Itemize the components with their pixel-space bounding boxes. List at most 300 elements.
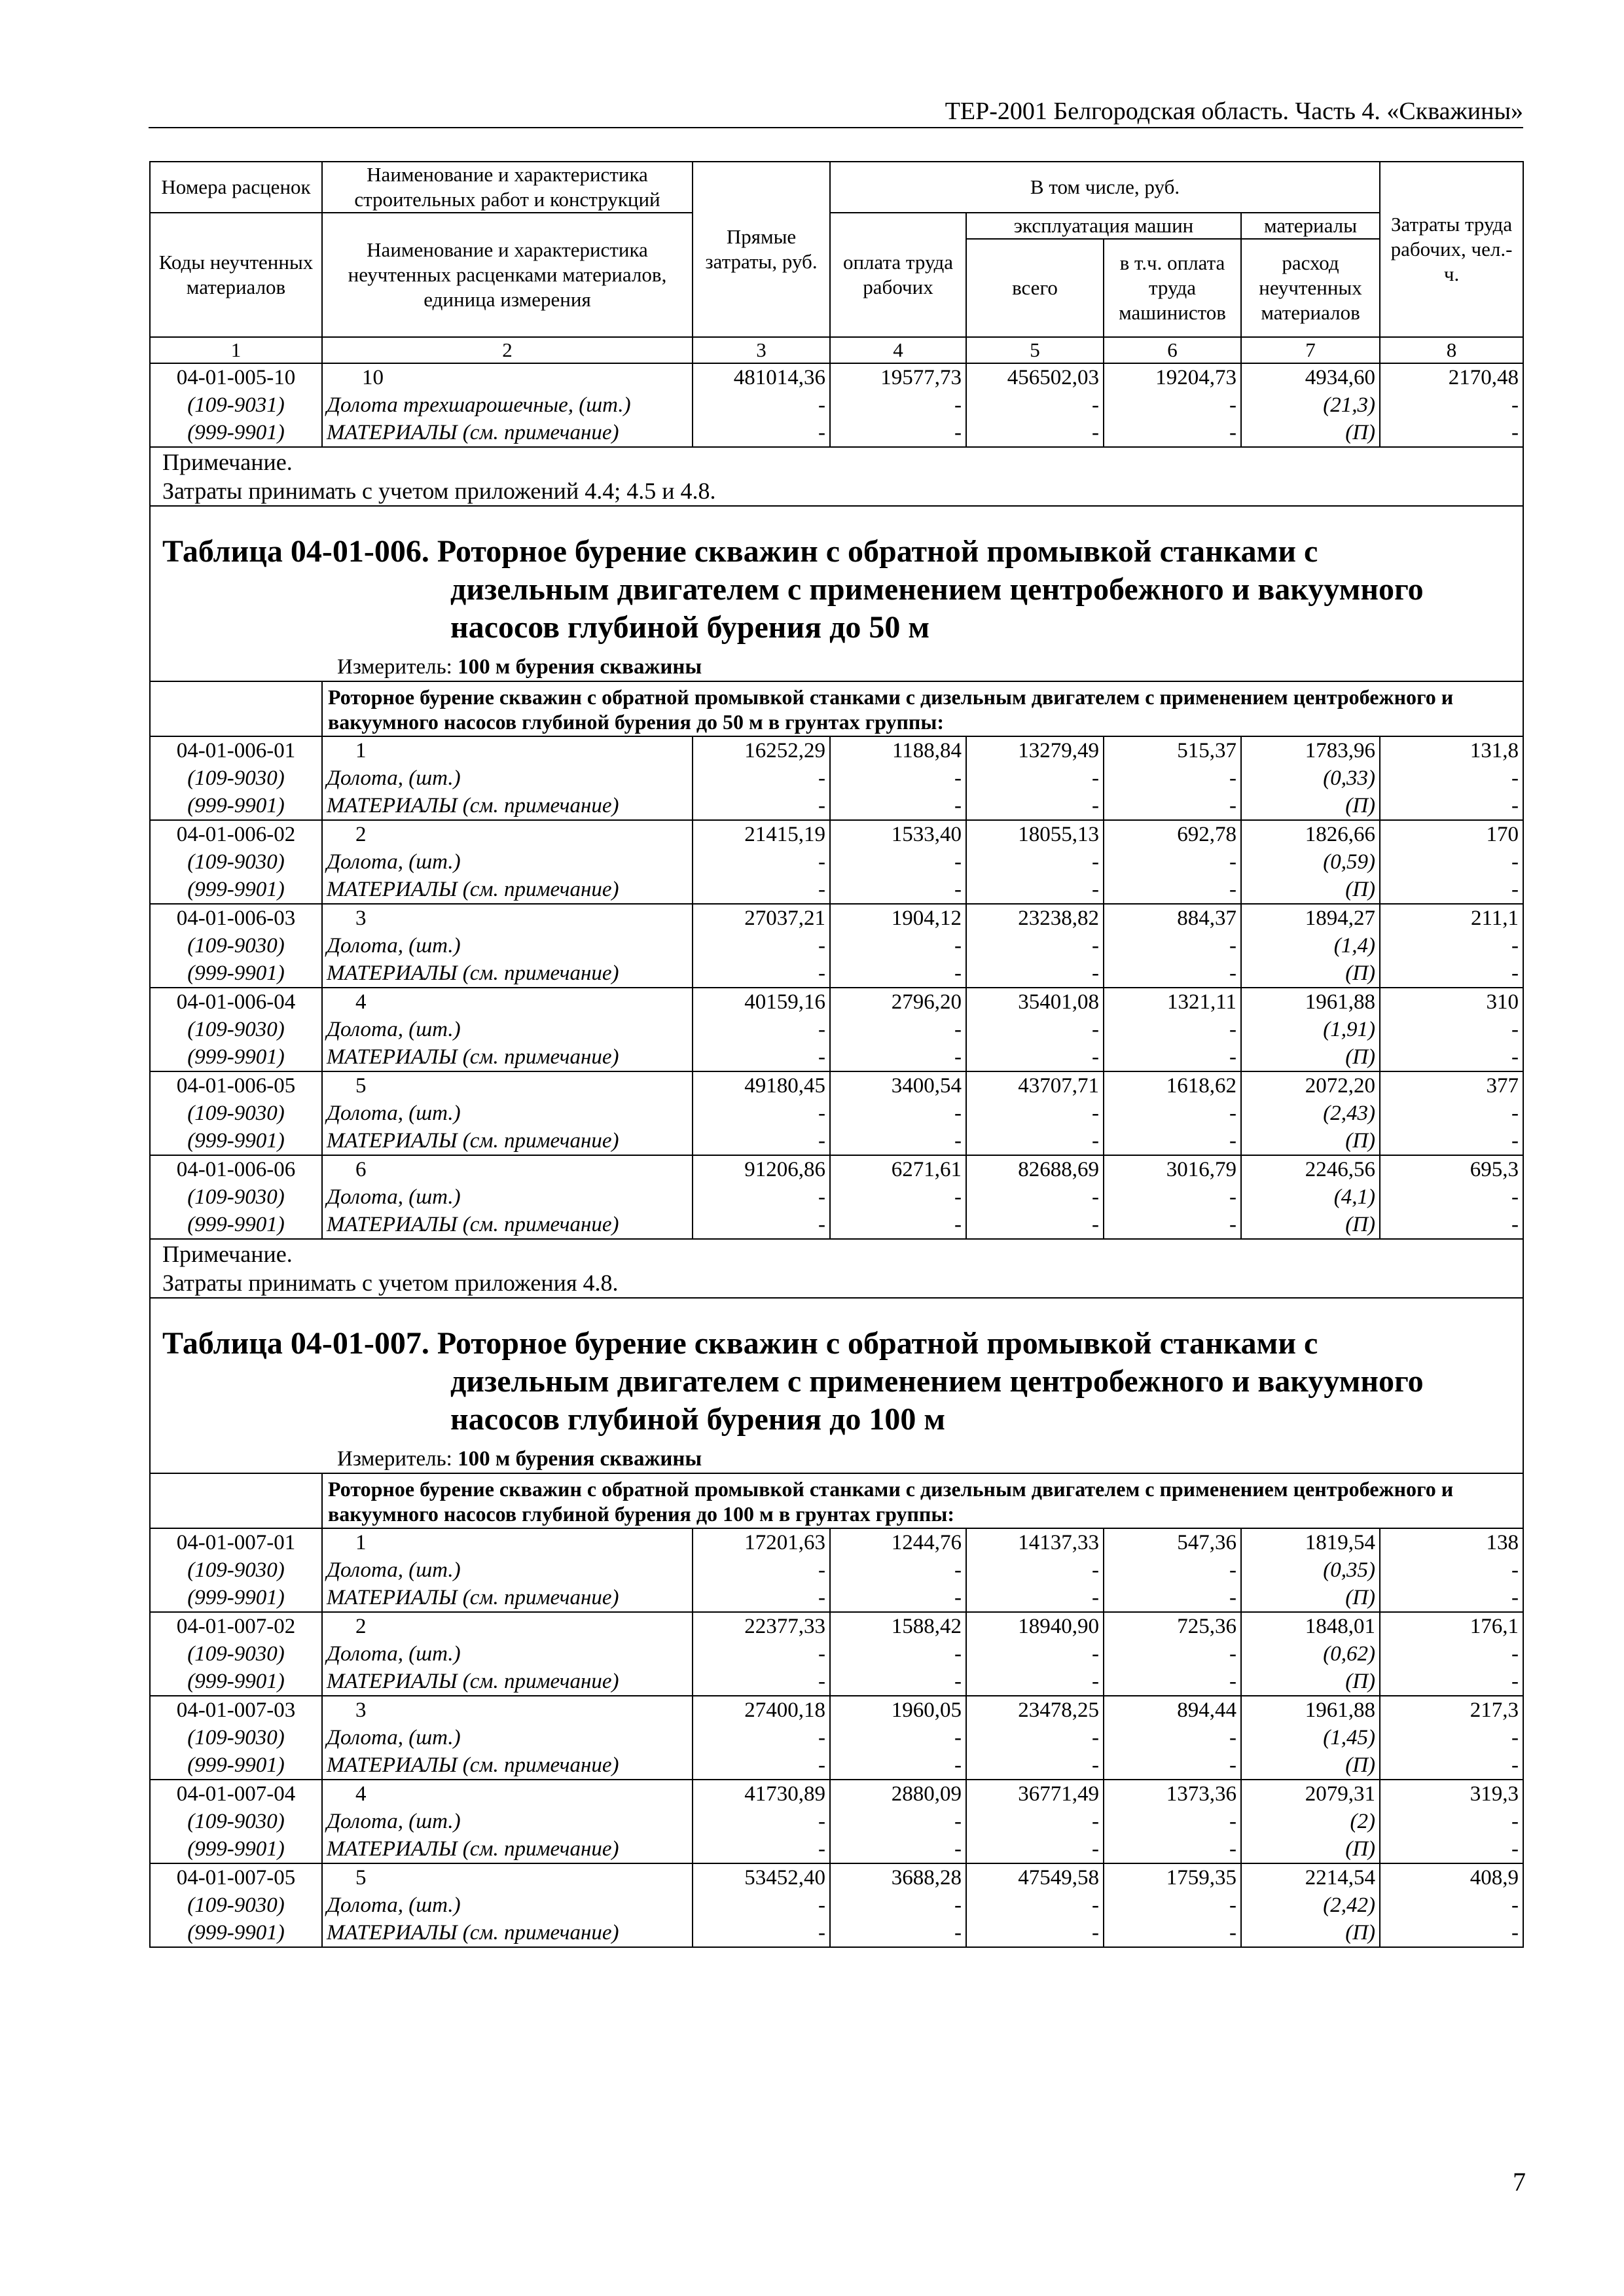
dash: - (693, 1556, 830, 1584)
operator-pay: 19204,73 (1104, 363, 1241, 391)
table-row (150, 848, 1523, 876)
material-name: МАТЕРИАЛЫ (см. примечание) (322, 1043, 693, 1071)
dash: - (830, 1043, 966, 1071)
material-code: (109-9030) (150, 764, 322, 792)
table-row (150, 1016, 1523, 1043)
dash: - (1104, 1724, 1241, 1751)
table-row (150, 1155, 1523, 1183)
dash: - (966, 1892, 1104, 1919)
dash: - (693, 1919, 830, 1947)
material-qty: (П) (1241, 1835, 1380, 1863)
material-code: (999-9901) (150, 876, 322, 904)
dash: - (693, 1043, 830, 1071)
table-title (150, 506, 1523, 653)
dash: - (1380, 419, 1523, 447)
dash: - (1380, 1751, 1523, 1780)
machines-total: 23238,82 (966, 904, 1104, 932)
dash: - (1380, 1668, 1523, 1696)
worker-pay: 1588,42 (830, 1612, 966, 1640)
table-row (150, 1640, 1523, 1668)
dash: - (1104, 419, 1241, 447)
dash: - (830, 848, 966, 876)
table-title-line: дизельным двигателем с применением центробежного и вакуумного (450, 1364, 1424, 1399)
dash: - (830, 1584, 966, 1612)
labor-hours: 695,3 (1380, 1155, 1523, 1183)
dash: - (1104, 1751, 1241, 1780)
measure-label: Измеритель: (337, 1447, 458, 1471)
rate-name: 3 (322, 1696, 693, 1724)
material-name: Долота, (шт.) (322, 1808, 693, 1835)
dash: - (1380, 960, 1523, 988)
col-materials-header: материалы (1241, 213, 1380, 239)
dash: - (1104, 876, 1241, 904)
rate-name: 4 (322, 988, 693, 1016)
dash: - (830, 1808, 966, 1835)
material-qty: (0,35) (1241, 1556, 1380, 1584)
col-number: 4 (830, 337, 966, 363)
rate-code: 04-01-006-02 (150, 820, 322, 848)
measure-label: Измеритель: (337, 655, 458, 679)
operator-pay: 1373,36 (1104, 1780, 1241, 1808)
machines-total: 43707,71 (966, 1071, 1104, 1100)
measure-row (150, 1445, 1523, 1473)
material-qty: (4,1) (1241, 1183, 1380, 1211)
dash: - (966, 1183, 1104, 1211)
materials: 2214,54 (1241, 1863, 1380, 1892)
material-qty: (П) (1241, 1584, 1380, 1612)
operator-pay: 1618,62 (1104, 1071, 1241, 1100)
operator-pay: 884,37 (1104, 904, 1241, 932)
materials: 1961,88 (1241, 1696, 1380, 1724)
table-row (150, 1892, 1523, 1919)
material-qty: (П) (1241, 1751, 1380, 1780)
dash: - (693, 1127, 830, 1155)
material-qty: (П) (1241, 419, 1380, 447)
header-title: ТЕР-2001 Белгородская область. Часть 4. «Скважины» (945, 98, 1523, 125)
dash: - (1380, 1584, 1523, 1612)
materials: 4934,60 (1241, 363, 1380, 391)
table-row (150, 1612, 1523, 1640)
table-row (150, 1863, 1523, 1892)
col-labor-header: Затраты труда рабочих, чел.-ч. (1380, 162, 1523, 337)
dash: - (1380, 1556, 1523, 1584)
col-number: 7 (1241, 337, 1380, 363)
dash: - (830, 1556, 966, 1584)
material-name: Долота, (шт.) (322, 1556, 693, 1584)
dash: - (966, 1808, 1104, 1835)
dash: - (693, 764, 830, 792)
dash: - (693, 1100, 830, 1127)
dash: - (830, 1724, 966, 1751)
dash: - (830, 876, 966, 904)
table-row (150, 1556, 1523, 1584)
table-title-line: дизельным двигателем с применением центробежного и вакуумного (450, 572, 1424, 607)
table-row (150, 932, 1523, 960)
rate-name: 1 (322, 736, 693, 764)
material-code: (109-9030) (150, 848, 322, 876)
material-code: (999-9901) (150, 1043, 322, 1071)
material-name: МАТЕРИАЛЫ (см. примечание) (322, 419, 693, 447)
materials: 1819,54 (1241, 1528, 1380, 1556)
col-worker-pay-header: оплата труда рабочих (830, 213, 966, 337)
column-numbers-row (150, 337, 1523, 363)
material-qty: (П) (1241, 1211, 1380, 1239)
note-label: Примечание. (162, 1241, 293, 1267)
material-code: (109-9030) (150, 1808, 322, 1835)
dash: - (1380, 848, 1523, 876)
table-row (150, 736, 1523, 764)
materials: 2072,20 (1241, 1071, 1380, 1100)
dash: - (1380, 1100, 1523, 1127)
dash: - (1380, 1127, 1523, 1155)
material-qty: (2,43) (1241, 1100, 1380, 1127)
dash: - (830, 391, 966, 419)
material-name: Долота трехшарошечные, (шт.) (322, 391, 693, 419)
dash: - (966, 1016, 1104, 1043)
dash: - (966, 764, 1104, 792)
table-row (150, 1528, 1523, 1556)
dash: - (966, 419, 1104, 447)
rate-code: 04-01-006-01 (150, 736, 322, 764)
operator-pay: 1321,11 (1104, 988, 1241, 1016)
dash: - (1104, 1584, 1241, 1612)
material-name: МАТЕРИАЛЫ (см. примечание) (322, 1668, 693, 1696)
worker-pay: 2796,20 (830, 988, 966, 1016)
machines-total: 82688,69 (966, 1155, 1104, 1183)
section-row (150, 1473, 1523, 1528)
table-row (150, 1808, 1523, 1835)
rate-name: 1 (322, 1528, 693, 1556)
dash: - (1104, 1668, 1241, 1696)
table-title-line: Таблица 04-01-007. Роторное бурение скважин с обратной промывкой станками с (162, 1326, 1318, 1361)
dash: - (1104, 932, 1241, 960)
direct-costs: 53452,40 (693, 1863, 830, 1892)
material-code: (999-9901) (150, 1919, 322, 1947)
dash: - (966, 1751, 1104, 1780)
note-label: Примечание. (162, 449, 293, 475)
worker-pay: 3400,54 (830, 1071, 966, 1100)
section-heading: Роторное бурение скважин с обратной промывкой станками с дизельным двигателем с применением центробежного и вакуумного насосов глубиной бурения до 100 м в грунтах группы: (322, 1473, 1523, 1528)
col-including-header: В том числе, руб. (830, 162, 1380, 213)
rates-table (149, 161, 1524, 1948)
material-qty: (21,3) (1241, 391, 1380, 419)
table-row (150, 1780, 1523, 1808)
materials: 1826,66 (1241, 820, 1380, 848)
dash: - (966, 1043, 1104, 1071)
rate-name: 2 (322, 820, 693, 848)
material-qty: (1,91) (1241, 1016, 1380, 1043)
material-code: (999-9901) (150, 1835, 322, 1863)
material-name: Долота, (шт.) (322, 848, 693, 876)
dash: - (830, 792, 966, 820)
rate-name: 2 (322, 1612, 693, 1640)
dash: - (830, 1640, 966, 1668)
col-number: 6 (1104, 337, 1241, 363)
worker-pay: 1904,12 (830, 904, 966, 932)
material-code: (109-9030) (150, 1100, 322, 1127)
labor-hours: 131,8 (1380, 736, 1523, 764)
direct-costs: 91206,86 (693, 1155, 830, 1183)
dash: - (966, 932, 1104, 960)
material-name: Долота, (шт.) (322, 1016, 693, 1043)
material-code: (109-9030) (150, 1016, 322, 1043)
material-name: МАТЕРИАЛЫ (см. примечание) (322, 960, 693, 988)
dash: - (1104, 1100, 1241, 1127)
table-row (150, 1724, 1523, 1751)
direct-costs: 40159,16 (693, 988, 830, 1016)
table-row (150, 988, 1523, 1016)
worker-pay: 6271,61 (830, 1155, 966, 1183)
col-number: 2 (322, 337, 693, 363)
page-number: 7 (1513, 2167, 1526, 2197)
measure-value: 100 м бурения скважины (458, 655, 702, 679)
table-row (150, 1751, 1523, 1780)
direct-costs: 27400,18 (693, 1696, 830, 1724)
material-name: МАТЕРИАЛЫ (см. примечание) (322, 1211, 693, 1239)
dash: - (966, 792, 1104, 820)
worker-pay: 1244,76 (830, 1528, 966, 1556)
rate-name: 3 (322, 904, 693, 932)
dash: - (966, 1211, 1104, 1239)
table-row (150, 1043, 1523, 1071)
dash: - (1104, 1556, 1241, 1584)
table-row (150, 1696, 1523, 1724)
col-material-codes-header: Коды неучтенных материалов (150, 213, 322, 337)
measure-value: 100 м бурения скважины (458, 1447, 702, 1471)
dash: - (693, 848, 830, 876)
col-machines-header: эксплуатация машин (966, 213, 1241, 239)
dash: - (830, 1751, 966, 1780)
dash: - (1104, 1183, 1241, 1211)
material-name: МАТЕРИАЛЫ (см. примечание) (322, 792, 693, 820)
measure-row (150, 653, 1523, 681)
col-number: 8 (1380, 337, 1523, 363)
table-row (150, 1835, 1523, 1863)
material-qty: (П) (1241, 1668, 1380, 1696)
table-row (150, 904, 1523, 932)
operator-pay: 1759,35 (1104, 1863, 1241, 1892)
material-name: МАТЕРИАЛЫ (см. примечание) (322, 1751, 693, 1780)
note-text (150, 1239, 1523, 1298)
dash: - (966, 1724, 1104, 1751)
dash: - (966, 876, 1104, 904)
dash: - (1380, 932, 1523, 960)
material-code: (109-9031) (150, 391, 322, 419)
rate-code: 04-01-006-03 (150, 904, 322, 932)
material-code: (109-9030) (150, 1640, 322, 1668)
dash: - (1104, 764, 1241, 792)
note-body: Затраты принимать с учетом приложений 4.4; 4.5 и 4.8. (162, 478, 716, 504)
table-row (150, 1100, 1523, 1127)
dash: - (1104, 1127, 1241, 1155)
dash: - (1104, 1211, 1241, 1239)
dash: - (966, 1100, 1104, 1127)
dash: - (1104, 792, 1241, 820)
materials: 1961,88 (1241, 988, 1380, 1016)
dash: - (1380, 1016, 1523, 1043)
material-qty: (1,4) (1241, 932, 1380, 960)
col-number: 1 (150, 337, 322, 363)
col-number: 3 (693, 337, 830, 363)
dash: - (693, 1668, 830, 1696)
labor-hours: 2170,48 (1380, 363, 1523, 391)
dash: - (830, 1183, 966, 1211)
worker-pay: 1533,40 (830, 820, 966, 848)
worker-pay: 2880,09 (830, 1780, 966, 1808)
rate-name: 5 (322, 1071, 693, 1100)
dash: - (830, 1016, 966, 1043)
machines-total: 14137,33 (966, 1528, 1104, 1556)
rate-code: 04-01-006-05 (150, 1071, 322, 1100)
header-row-1 (150, 162, 1523, 213)
dash: - (830, 1211, 966, 1239)
dash: - (1380, 1892, 1523, 1919)
dash: - (693, 1892, 830, 1919)
material-code: (999-9901) (150, 1751, 322, 1780)
dash: - (1104, 1043, 1241, 1071)
table-row (150, 792, 1523, 820)
col-machines-total-header: всего (966, 239, 1104, 337)
direct-costs: 21415,19 (693, 820, 830, 848)
rate-code: 04-01-007-02 (150, 1612, 322, 1640)
dash: - (693, 932, 830, 960)
dash: - (830, 419, 966, 447)
note-text (150, 447, 1523, 506)
dash: - (693, 876, 830, 904)
material-code: (109-9030) (150, 1724, 322, 1751)
worker-pay: 19577,73 (830, 363, 966, 391)
operator-pay: 3016,79 (1104, 1155, 1241, 1183)
worker-pay: 1188,84 (830, 736, 966, 764)
direct-costs: 27037,21 (693, 904, 830, 932)
dash: - (1380, 876, 1523, 904)
material-qty: (П) (1241, 960, 1380, 988)
material-code: (999-9901) (150, 1127, 322, 1155)
material-name: Долота, (шт.) (322, 1640, 693, 1668)
operator-pay: 547,36 (1104, 1528, 1241, 1556)
dash: - (1104, 391, 1241, 419)
col-material-usage-header: расход неучтенных материалов (1241, 239, 1380, 337)
material-name: Долота, (шт.) (322, 1892, 693, 1919)
table-row (150, 1584, 1523, 1612)
material-code: (109-9030) (150, 1183, 322, 1211)
direct-costs: 49180,45 (693, 1071, 830, 1100)
table-row (150, 764, 1523, 792)
direct-costs: 22377,33 (693, 1612, 830, 1640)
dash: - (693, 1016, 830, 1043)
col-material-name-header: Наименование и характеристика неучтенных расценками материалов, единица измерения (322, 213, 693, 337)
table-row (150, 363, 1523, 391)
dash: - (830, 1892, 966, 1919)
machines-total: 35401,08 (966, 988, 1104, 1016)
dash: - (1380, 1183, 1523, 1211)
materials: 1894,27 (1241, 904, 1380, 932)
machines-total: 18940,90 (966, 1612, 1104, 1640)
material-name: МАТЕРИАЛЫ (см. примечание) (322, 1919, 693, 1947)
machines-total: 13279,49 (966, 736, 1104, 764)
table-row (150, 1183, 1523, 1211)
note (150, 1239, 1523, 1298)
dash: - (966, 1584, 1104, 1612)
dash: - (693, 792, 830, 820)
material-qty: (2,42) (1241, 1892, 1380, 1919)
dash: - (1104, 1919, 1241, 1947)
direct-costs: 481014,36 (693, 363, 830, 391)
material-qty: (0,62) (1241, 1640, 1380, 1668)
table-row (150, 820, 1523, 848)
rate-name: 5 (322, 1863, 693, 1892)
dash: - (830, 1919, 966, 1947)
rate-code: 04-01-006-04 (150, 988, 322, 1016)
labor-hours: 211,1 (1380, 904, 1523, 932)
dash: - (830, 1835, 966, 1863)
rate-code: 04-01-007-03 (150, 1696, 322, 1724)
dash: - (693, 960, 830, 988)
labor-hours: 170 (1380, 820, 1523, 848)
machines-total: 18055,13 (966, 820, 1104, 848)
material-name: Долота, (шт.) (322, 932, 693, 960)
machines-total: 23478,25 (966, 1696, 1104, 1724)
material-name: Долота, (шт.) (322, 1183, 693, 1211)
material-code: (999-9901) (150, 1584, 322, 1612)
material-qty: (2) (1241, 1808, 1380, 1835)
dash: - (1104, 1835, 1241, 1863)
dash: - (966, 1127, 1104, 1155)
dash: - (1380, 391, 1523, 419)
material-qty: (0,33) (1241, 764, 1380, 792)
dash: - (966, 1668, 1104, 1696)
col-work-name-header: Наименование и характеристика строительных работ и конструкций (322, 162, 693, 213)
material-qty: (1,45) (1241, 1724, 1380, 1751)
table-row (150, 391, 1523, 419)
rate-code: 04-01-007-01 (150, 1528, 322, 1556)
material-name: Долота, (шт.) (322, 764, 693, 792)
col-rate-numbers-header: Номера расценок (150, 162, 322, 213)
table-row (150, 1211, 1523, 1239)
dash: - (966, 391, 1104, 419)
labor-hours: 176,1 (1380, 1612, 1523, 1640)
dash: - (693, 1183, 830, 1211)
dash: - (1380, 1211, 1523, 1239)
labor-hours: 310 (1380, 988, 1523, 1016)
dash: - (1380, 1640, 1523, 1668)
dash: - (966, 1640, 1104, 1668)
dash: - (830, 1100, 966, 1127)
table-title-line: насосов глубиной бурения до 50 м (450, 610, 930, 645)
material-code: (999-9901) (150, 960, 322, 988)
direct-costs: 41730,89 (693, 1780, 830, 1808)
operator-pay: 894,44 (1104, 1696, 1241, 1724)
rate-code: 04-01-006-06 (150, 1155, 322, 1183)
material-qty: (П) (1241, 1127, 1380, 1155)
dash: - (966, 1835, 1104, 1863)
dash: - (693, 1808, 830, 1835)
labor-hours: 138 (1380, 1528, 1523, 1556)
col-number: 5 (966, 337, 1104, 363)
section-heading: Роторное бурение скважин с обратной промывкой станками с дизельным двигателем с применением центробежного и вакуумного насосов глубиной бурения до 50 м в грунтах группы: (322, 681, 1523, 736)
labor-hours: 319,3 (1380, 1780, 1523, 1808)
rate-name: 6 (322, 1155, 693, 1183)
material-code: (999-9901) (150, 792, 322, 820)
dash: - (966, 1919, 1104, 1947)
dash: - (830, 764, 966, 792)
material-qty: (П) (1241, 1043, 1380, 1071)
rate-code: 04-01-005-10 (150, 363, 322, 391)
dash: - (693, 419, 830, 447)
labor-hours: 377 (1380, 1071, 1523, 1100)
material-name: МАТЕРИАЛЫ (см. примечание) (322, 1584, 693, 1612)
machines-total: 36771,49 (966, 1780, 1104, 1808)
